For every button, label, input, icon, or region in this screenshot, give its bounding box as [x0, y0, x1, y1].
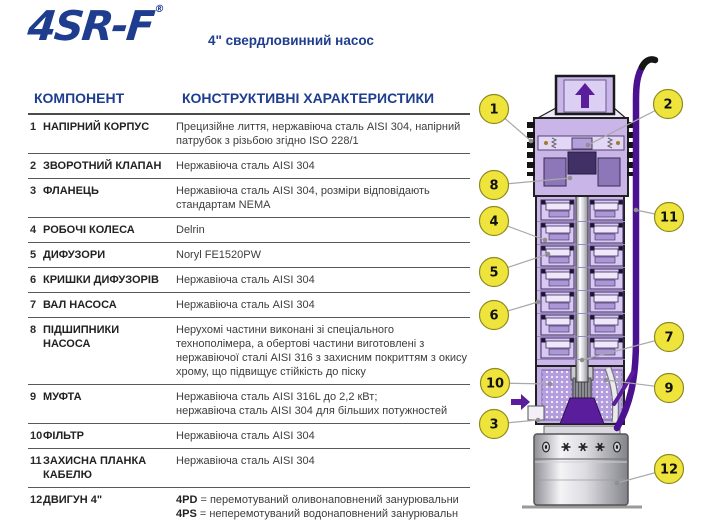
- table-row: [28, 218, 470, 243]
- component-name: КРИШКИ ДИФУЗОРІВ: [43, 274, 159, 286]
- component-spec: Нержавіюча сталь AISI 304: [176, 430, 315, 442]
- row-number: 10: [30, 430, 43, 442]
- row-number: 5: [30, 249, 37, 261]
- component-spec: Нержавіюча сталь AISI 304: [176, 455, 315, 467]
- table-row: [28, 293, 470, 318]
- component-name: ФЛАНЕЦЬ: [43, 185, 99, 197]
- callout-11: [634, 203, 684, 232]
- table-row: [28, 318, 470, 385]
- pump-head: [531, 76, 631, 196]
- component-spec: Noryl FE1520PW: [176, 249, 261, 261]
- row-number: 11: [30, 455, 42, 467]
- column-header-component: КОМПОНЕНТ: [34, 90, 125, 106]
- svg-text:3: 3: [489, 417, 499, 433]
- table-row: [28, 268, 470, 293]
- check-valve: [538, 136, 624, 150]
- svg-text:10: 10: [485, 376, 505, 392]
- row-number: 6: [30, 274, 37, 286]
- component-name: ПІДШИПНИКИ НАСОСА: [43, 324, 120, 350]
- cable-tip: [642, 59, 655, 67]
- component-name: ВАЛ НАСОСА: [43, 299, 117, 311]
- registered-trademark-icon: ®: [153, 4, 165, 15]
- table-row: [28, 243, 470, 268]
- discharge-port: [556, 76, 614, 114]
- table-row: [28, 385, 470, 424]
- table-row: [28, 449, 470, 488]
- component-table-body: [28, 115, 470, 526]
- component-spec: Нержавіюча сталь AISI 316L до 2,2 кВт; нержавіюча сталь AISI 304 для більших потужностей: [176, 391, 448, 417]
- svg-text:5: 5: [489, 265, 499, 281]
- svg-text:8: 8: [489, 178, 499, 194]
- component-name: НАПІРНИЙ КОРПУС: [43, 121, 150, 133]
- component-name: ДВИГУН 4": [43, 494, 103, 506]
- pump-cross-section: [470, 54, 704, 528]
- table-row: [28, 179, 470, 218]
- callout-6: [480, 300, 541, 330]
- component-spec: Прецизійне лиття, нержавіюча сталь AISI 304, напірний патрубок з різьбою згідно ISO 228/1: [176, 121, 461, 147]
- brand-logo: [25, 2, 165, 50]
- table-row: [28, 115, 470, 154]
- row-number: 12: [30, 494, 43, 506]
- component-spec: Нерухомі частини виконані зі спеціального технополімера, а обертові частини виготовлені з нержавіючої сталі AISI 316 з захисним покриттям з окису хрому, що підвищує стійкість до піску: [176, 324, 467, 378]
- table-row: [28, 424, 470, 449]
- component-spec: Нержавіюча сталь AISI 304: [176, 274, 315, 286]
- component-name: ЗВОРОТНИЙ КЛАПАН: [43, 160, 162, 172]
- row-number: 9: [30, 391, 37, 403]
- table-row: [28, 488, 470, 526]
- row-number: 4: [30, 224, 37, 236]
- table-header: [28, 88, 470, 115]
- row-number: 7: [30, 299, 37, 311]
- column-header-specs: КОНСТРУКТИВНІ ХАРАКТЕРИСТИКИ: [182, 90, 435, 106]
- motor-body: [534, 426, 628, 505]
- svg-text:12: 12: [659, 462, 679, 478]
- row-number: 2: [30, 160, 37, 172]
- row-number: 1: [30, 121, 37, 133]
- bottom-bracket: [528, 406, 544, 420]
- page-subtitle: 4" свердловинний насос: [208, 33, 374, 48]
- component-table: [28, 88, 470, 526]
- component-name: ФІЛЬТР: [43, 430, 85, 442]
- svg-text:1: 1: [489, 102, 499, 118]
- row-number: 8: [30, 324, 37, 336]
- component-spec: Нержавіюча сталь AISI 304: [176, 299, 315, 311]
- component-name: РОБОЧІ КОЛЕСА: [43, 224, 135, 236]
- flow-in-arrow-icon: [511, 394, 530, 410]
- svg-text:9: 9: [664, 381, 674, 397]
- table-row: [28, 154, 470, 179]
- svg-text:6: 6: [489, 308, 499, 324]
- brand-logo-text: 4SR-F: [25, 2, 156, 50]
- svg-text:11: 11: [659, 210, 679, 226]
- callout-1: [480, 95, 534, 144]
- component-name: ЗАХИСНА ПЛАНКА КАБЕЛЮ: [43, 455, 147, 481]
- pump-diagram-svg: [470, 54, 704, 528]
- svg-text:4: 4: [489, 214, 499, 230]
- component-spec: 4PD = перемотуваний оливонаповнений занурювальни 4PS = неперемотуваний водонаповнений занурювальн: [176, 494, 459, 520]
- svg-text:7: 7: [664, 330, 674, 346]
- component-spec: Нержавіюча сталь AISI 304: [176, 160, 315, 172]
- row-number: 3: [30, 185, 37, 197]
- component-name: ДИФУЗОРИ: [43, 249, 106, 261]
- component-spec: Delrin: [176, 224, 205, 236]
- svg-text:2: 2: [663, 97, 673, 113]
- component-name: МУФТА: [43, 391, 82, 403]
- component-spec: Нержавіюча сталь AISI 304, розміри відповідають стандартам NEMA: [176, 185, 430, 211]
